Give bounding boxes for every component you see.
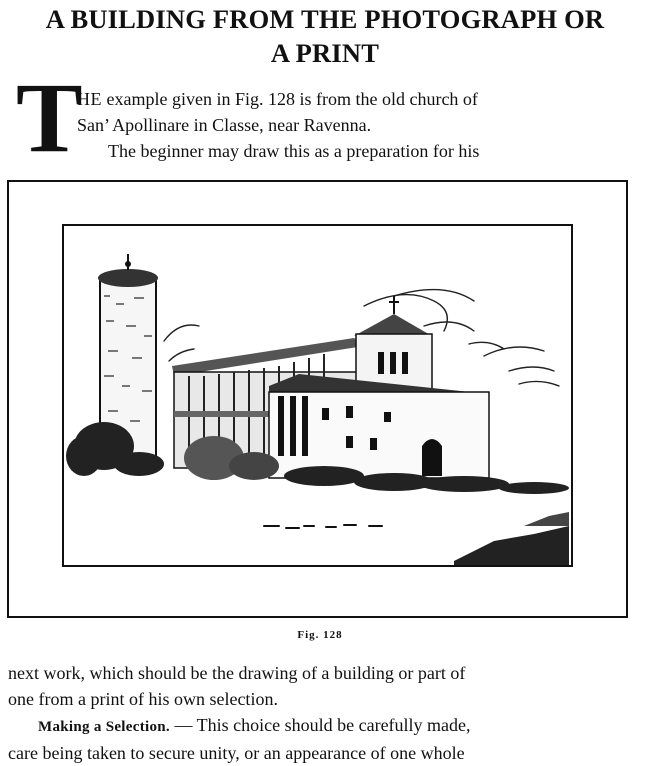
section-run-in-heading: Making a Selection. xyxy=(38,719,170,735)
church-drawing xyxy=(64,226,571,565)
intro-line-3: The beginner may draw this as a preparation for his xyxy=(108,141,480,161)
body-line-1: next work, which should be the drawing of a building or part of xyxy=(8,663,466,683)
heading-line-1: A BUILDING FROM THE PHOTOGRAPH OR xyxy=(45,4,605,34)
intro-line-1-text: example given in Fig. 128 is from the old church of xyxy=(102,89,478,109)
body-line-2: one from a print of his own selection. xyxy=(8,689,278,709)
intro-line-2: San’ Apollinare in Classe, near Ravenna. xyxy=(77,115,372,135)
body-line-3 xyxy=(8,712,640,740)
intro-line-1 xyxy=(77,86,637,112)
intro-caps: HE xyxy=(77,89,102,109)
page-heading xyxy=(0,2,650,70)
body-paragraphs xyxy=(8,660,640,766)
body-line-4: care being taken to secure unity, or an appearance of one whole xyxy=(8,743,465,763)
heading-line-2: A PRINT xyxy=(270,38,380,68)
intro-paragraph xyxy=(77,86,637,164)
drop-cap: T xyxy=(16,62,83,173)
body-line-3-text: — This choice should be carefully made, xyxy=(169,715,471,735)
church-illustration xyxy=(62,224,573,567)
figure-caption: Fig. 128 xyxy=(297,629,343,641)
